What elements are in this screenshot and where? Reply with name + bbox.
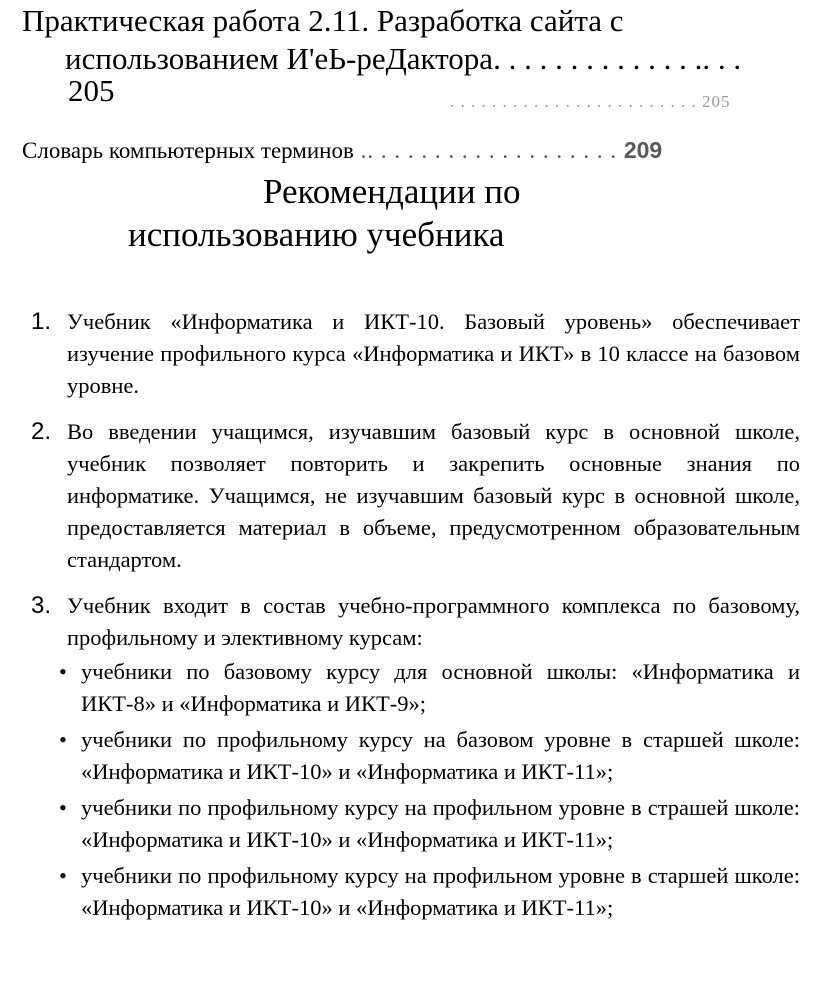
toc-entry-title: Практическая работа 2.11. Разработка сайта с	[22, 3, 624, 38]
section-title-line-1: Рекомендации по	[263, 172, 521, 211]
bullet-item	[59, 724, 800, 788]
toc-entry-label: Словарь компьютерных терминов	[22, 138, 354, 163]
bullet-item	[59, 656, 800, 720]
item-text: Во введении учащимся, изучавшим базовый курс в основной школе, учебник позволяет повторить и закрепить основные знания по информатике. Учащимся, не изучавшим базовый курс в основной школе, предоставляется материал в объеме, предусмотренном образовательным стандартом.	[67, 419, 800, 572]
bullet-icon: •	[59, 727, 67, 752]
toc-entry-page-number: 205	[68, 73, 115, 108]
faded-leader-dots: . . . . . . . . . . . . . . . . . . . . . . . . 205	[450, 92, 731, 111]
item-number: 1.	[31, 308, 52, 335]
bullet-text: учебники по базовому курсу для основной школы: «Информатика и ИКТ-8» и «Информатика и ИКТ-9»;	[81, 659, 800, 716]
list-item	[0, 590, 816, 924]
bullet-item	[59, 792, 800, 856]
toc-entry-glossary	[22, 136, 662, 165]
item-number: 3.	[31, 592, 52, 619]
bullet-text: учебники по профильному курсу на профильном уровне в старшей школе: «Информатика и ИКТ-10» и «Информатика и ИКТ-11»;	[81, 863, 800, 920]
toc-entry-page-number: 209	[623, 137, 663, 163]
toc-entry-title-continued: использованием И'еЬ-реДактора. . . . . . . . . . . . . .. . .	[65, 41, 742, 76]
list-item	[0, 416, 816, 576]
bullet-item	[59, 860, 800, 924]
bullet-icon: •	[59, 659, 67, 684]
bullet-list	[59, 656, 800, 924]
section-title-line-2: использованию учебника	[128, 215, 505, 254]
toc-leader-dots: .. . . . . . . . . . . . . . . . . . .	[353, 138, 624, 163]
list-item	[0, 306, 816, 402]
recommendations-list	[0, 306, 816, 938]
bullet-icon: •	[59, 863, 67, 888]
bullet-text: учебники по профильному курсу на профильном уровне в страшей школе: «Информатика и ИКТ-10» и «Информатика и ИКТ-11»;	[81, 795, 800, 852]
item-text: Учебник входит в состав учебно-программного комплекса по базовому, профильному и элективному курсам:	[67, 593, 800, 650]
item-text: Учебник «Информатика и ИКТ-10. Базовый уровень» обеспечивает изучение профильного курса «Информатика и ИКТ» в 10 классе на базовом уровне.	[67, 309, 800, 398]
item-number: 2.	[31, 418, 52, 445]
section-title	[0, 170, 816, 256]
bullet-text: учебники по профильному курсу на базовом уровне в старшей школе: «Информатика и ИКТ-10» и «Информатика и ИКТ-11»;	[81, 727, 800, 784]
bullet-icon: •	[59, 795, 67, 820]
